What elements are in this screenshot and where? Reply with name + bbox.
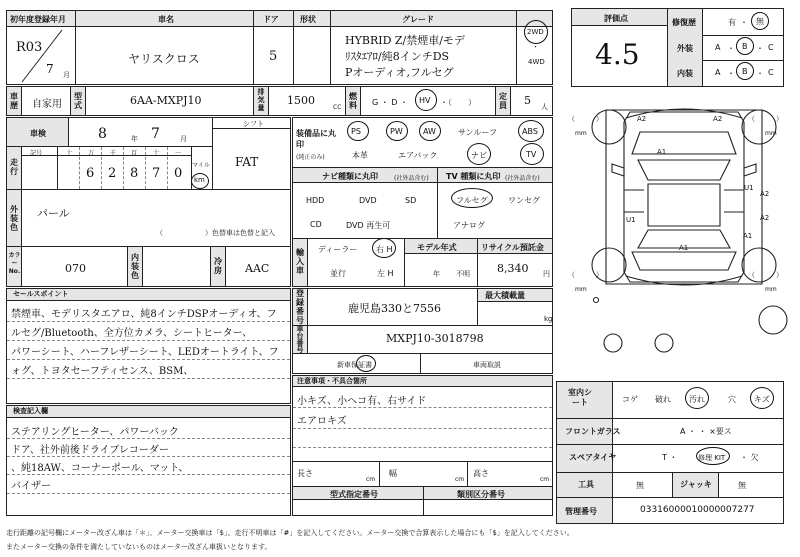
vehicle-manual: 車両取説 [473,361,501,369]
mileage-mile: マイル [192,162,210,169]
capacity-value: 5 [524,94,531,107]
spare-t: T ・ [662,453,678,462]
mileage-label: 走行 [10,158,18,176]
recycle-value: 8,340 [497,262,529,275]
import-label: 輸入車 [296,248,304,275]
plate-value: 鹿児島330と7556 [348,302,441,315]
tools-label: 工具 [578,480,594,489]
equip-ps: PS [351,127,361,136]
shift-value: FAT [235,155,259,169]
fuel-options: G ・ D ・ [372,98,408,107]
navi-cd: CD [310,220,322,229]
check-line-1: ステアリングヒーター、パワーバック [11,427,179,438]
capacity-unit: 人 [541,103,548,111]
equip-airbag: エアバック [398,151,438,160]
mark-a1-front: A1 [657,148,667,156]
exterior-label: 外装 [677,44,693,53]
mileage-h1: 十 [66,150,73,157]
tv-fullseg: フルセグ [456,196,488,205]
equip-sunroof: サンルーフ [458,128,497,137]
new-warranty: 新車保証書 [337,361,372,369]
color-no-label: カラーNo. [8,252,21,275]
int-c: C [768,68,774,77]
spare-label: スペアタイヤ [569,453,617,462]
ext-dot1: ・ [727,44,735,53]
mgmt-label: 管理番号 [565,507,597,516]
model-label: 型式 [74,92,82,110]
ac-label: 冷房 [214,257,222,275]
mileage-h2: 万 [88,150,95,157]
notes-label: 注意事項・不具合箇所 [293,376,552,387]
check-line-2: ドア、社外前後ドライブレコーダー [11,445,169,456]
interior-label: 内装 [677,69,693,78]
repair-dot: ・ [740,18,748,27]
repair-no: 無 [756,17,764,26]
car-name: ヤリスクロス [128,52,200,66]
car-name-label: 車名 [158,15,174,24]
dim-length-cm: cm [366,476,376,483]
reg-era: R03 [16,40,43,55]
mileage-h3: 千 [110,150,117,157]
equip-leather: 本革 [352,151,368,160]
import-parallel: 並行 [330,269,346,278]
tv-sub: (社外品含む) [505,175,540,182]
sales-line-2: ルセグ/Bluetooth、全方位カメラ、シートヒーター、 [11,328,253,339]
grade-label: グレード [402,15,434,24]
color-label: 外装色 [10,205,18,232]
displacement-label: 排気量 [257,88,265,112]
door-label: ドア [263,15,279,24]
int-b: B [742,67,748,76]
max-load-kg: kg [544,315,553,323]
spare-none: ・ 欠 [740,453,759,462]
inspection-month: 7 [151,126,160,142]
navi-hdd: HDD [306,196,325,205]
int-dot2: ・ [756,69,764,78]
dim-width-cm: cm [455,476,465,483]
tire-fl-mm: mm [575,130,587,137]
equipment-label: 装備品に丸印 [296,129,336,149]
score-label: 評価点 [604,14,628,23]
capacity-label: 定員 [499,92,507,110]
color-value: パール [37,207,70,220]
spare-kit: 修理 KIT [698,454,726,462]
repair-label: 修復歴 [672,18,696,27]
int-a: A [715,68,721,77]
check-label: 検査記入欄 [7,406,290,418]
equip-navi: ナビ [471,151,487,160]
equip-tv: TV [526,150,537,159]
import-right: 右 H [376,245,393,254]
grade-line3: Pオーディオ,フルセグ [345,66,454,79]
tv-oneseg: ワンセグ [508,196,540,205]
fuel-hv: HV [419,96,431,105]
sales-line-1: 禁煙車、モデリスタエアロ、純8インチDSPオーディオ、フ [11,309,277,320]
reg-month: 7 [46,62,54,76]
tire-rr-paren: （ ） [748,271,783,279]
ext-c: C [768,43,774,52]
dim-height: 高さ [473,469,489,478]
model-value: 6AA-MXPJ10 [130,94,202,107]
mgmt-value: 03316000010000007277 [640,505,755,515]
model-year-unit: 年 [433,270,440,278]
reg-month-unit: 月 [63,71,70,79]
interior-color-label: 内装色 [131,253,139,280]
inspection-label: 車検 [30,129,46,138]
inspection-year-unit: 年 [131,135,138,143]
check-line-4: バイザー [11,481,51,492]
jack-label: ジャッキ [680,480,712,489]
jack-value: 無 [738,481,746,490]
seat-hole: 穴 [728,395,736,404]
door-count: 5 [269,49,278,64]
first-reg-label: 初年度登録年月 [10,15,66,24]
seat-burn: コゲ [622,395,638,404]
import-dealer: ディーラー [318,245,358,254]
shift-label: シフト [243,120,264,128]
check-line-3: 、純18AW、コーナーポール、マット、 [11,463,189,474]
grade-line2: ﾘｽﾀｴｱﾛ/純8インチDS [345,50,450,63]
mileage-km: km [194,176,205,184]
equip-abs: ABS [522,127,538,136]
mark-a2-front-right: A2 [713,115,723,123]
footer-line-2: またメーター交換の条件を満たしていないものはメーター改ざん車扱いとなります。 [6,543,272,551]
navi-sd: SD [405,196,417,205]
cc-unit: CC [333,104,342,111]
glass-opts: A ・ ・ ×要ス [680,427,732,436]
max-load-label: 最大積載量 [485,291,525,300]
drive-2wd: 2WD [527,28,544,36]
ext-a: A [715,43,721,52]
interior-seat-label: 室内シート [568,388,592,407]
use-value: 自家用 [32,99,62,110]
mark-a1-rear: A1 [679,244,689,252]
equip-aw: AW [423,127,436,136]
drive-4wd: 4WD [528,58,545,66]
mileage-d2: 8 [130,166,139,181]
dim-length: 長さ [297,469,313,478]
fuel-paren: ・（ ） [440,98,476,107]
navi-sub: (社外品含む) [394,175,429,182]
inspection-month-unit: 月 [180,135,187,143]
footer-line-1: 走行距離の記号欄にメーター改ざん車は「＊」、メーター交換車は「$」、走行不明車は「#」を記入してください。メーター交換で合算表示した場合にも「$」を記入してください。 [6,529,574,537]
navi-dvd-play: DVD 再生可 [346,221,391,230]
model-year-label: モデル年式 [417,243,457,252]
vin-label: 車台番号 [296,325,304,354]
tire-fl-paren: （ ） [568,115,603,123]
recycle-yen: 円 [543,270,550,278]
mark-a2-right-1: A2 [760,190,770,198]
sales-label: セールスポイント [7,289,290,301]
use-label: 車歴 [10,92,18,110]
int-dot1: ・ [727,69,735,78]
tv-analog: アナログ [453,221,485,230]
class-number-label: 類別区分番号 [457,490,505,499]
dim-height-cm: cm [540,476,550,483]
recycle-label: リサイクル預託金 [481,243,544,252]
mark-a2-right-2: A2 [760,214,770,222]
import-left: 左 H [377,269,394,278]
navi-label: ナビ種類に丸印 [322,172,378,181]
shape-label: 形状 [300,15,316,24]
mileage-d1: 2 [108,166,117,181]
tv-label: TV 種類に丸印 [446,172,501,181]
displacement-value: 1500 [287,94,315,107]
seat-dirt: 汚れ [689,395,705,404]
plate-label: 登録番号 [296,289,304,325]
tire-rr-mm: mm [765,286,777,293]
mileage-h4: 百 [131,150,138,157]
ac-value: AAC [245,262,270,275]
mileage-h0: 記号 [30,150,43,157]
tire-rl-paren: （ ） [568,271,603,279]
tire-fr-mm: mm [765,130,777,137]
mark-a1-right: A1 [743,232,753,240]
score-value: 4.5 [595,38,640,71]
mark-u1-right: U1 [744,184,754,192]
grade-line1: HYBRID Z/禁煙車/モデ [345,34,465,47]
mileage-d3: 7 [152,166,161,181]
glass-label: フロントガラス [565,427,621,436]
seat-tear: 破れ [655,395,671,404]
repair-yes: 有 [728,18,736,27]
navi-dvd: DVD [359,196,377,205]
type-number-label: 型式指定番号 [330,490,378,499]
mileage-d0: 6 [86,166,95,181]
tools-value: 無 [636,481,644,490]
color-note: （ ）色替車は色替と記入 [156,229,275,237]
model-year-unknown: 不明 [456,270,470,278]
tire-rl-mm: mm [575,286,587,293]
seat-scratch: キズ [754,395,770,404]
mark-a2-front-left: A2 [637,115,647,123]
drive-dot: ・ [532,43,539,51]
notes-line-1: 小キズ、小ヘコ有、右サイド [297,396,427,407]
ext-b: B [742,42,748,51]
mileage-h5: 十 [153,150,160,157]
equipment-sub: (純正のみ) [296,154,325,161]
ext-dot2: ・ [756,44,764,53]
fuel-label: 燃料 [349,92,357,110]
tire-fr-paren: （ ） [748,115,783,123]
mileage-d4: 0 [174,166,183,181]
dim-width: 幅 [389,469,397,478]
color-no-value: 070 [65,262,86,275]
notes-line-2: エアロキズ [297,416,347,427]
sales-line-3: パワーシート、ハーフレザーシート、LEDオートライト、フ [11,347,279,358]
sales-line-4: ォグ、トヨタセーフティセンス、BSM、 [11,366,194,377]
mark-u1-left: U1 [626,216,636,224]
mileage-h6: 一 [175,150,182,157]
inspection-year: 8 [98,126,107,142]
vin-value: MXPJ10-3018798 [386,332,484,345]
equip-pw: PW [390,127,403,136]
